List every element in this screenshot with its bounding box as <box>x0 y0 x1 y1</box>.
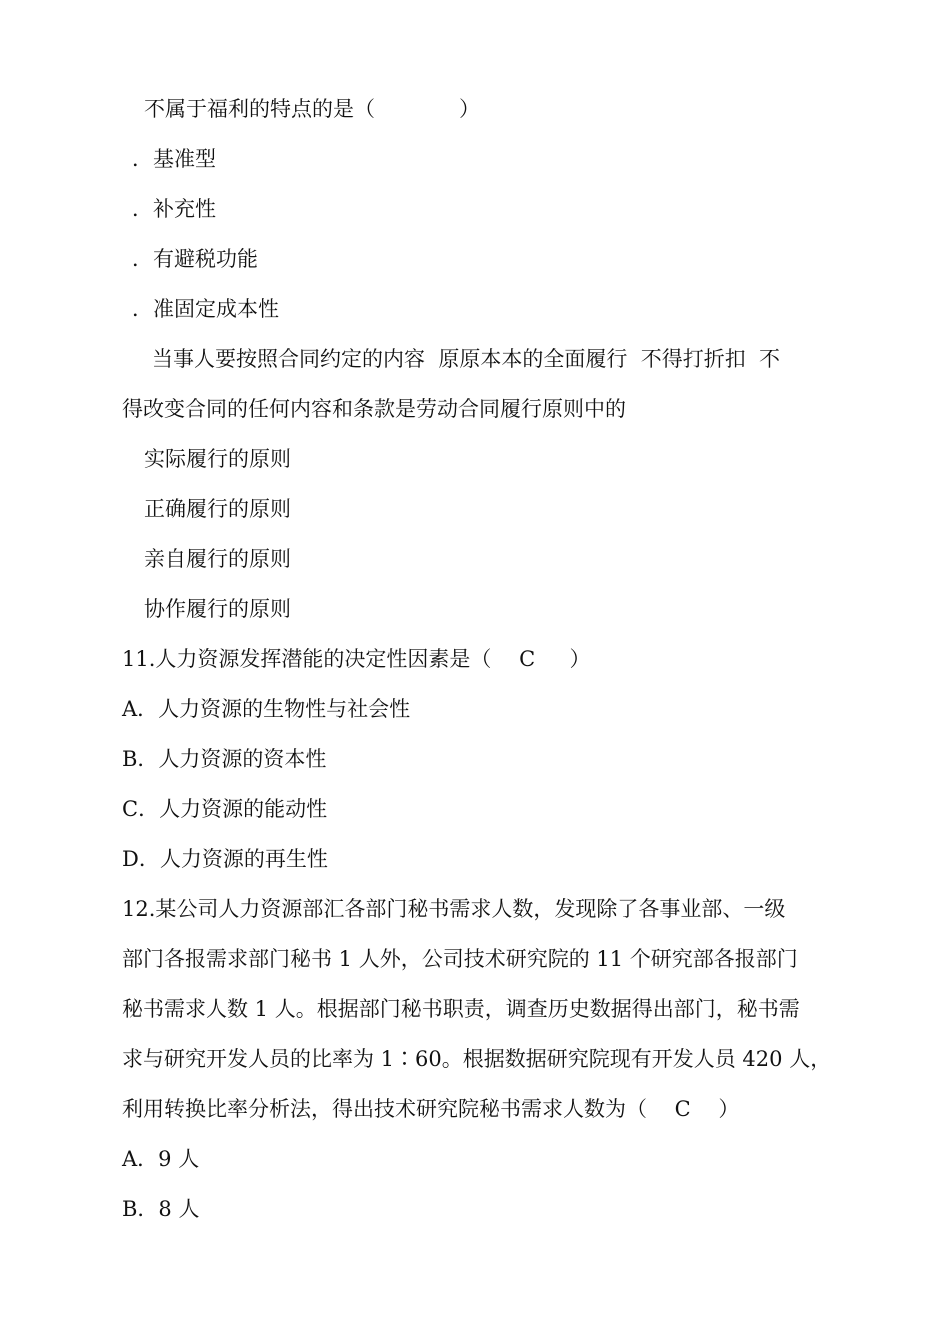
question-12-stem-line4: 求与研究开发人员的比率为 1∶60。根据数据研究院现有开发人员 420 人， <box>122 1047 832 1071</box>
option-11-d: D．人力资源的再生性 <box>122 847 328 871</box>
option-contract-1: 实际履行的原则 <box>144 447 291 471</box>
option-welfare-3: ．有避税功能 <box>132 247 258 271</box>
option-12-b: B．8 人 <box>122 1197 200 1221</box>
option-contract-4: 协作履行的原则 <box>144 597 291 621</box>
option-12-a: A．9 人 <box>122 1147 200 1171</box>
option-11-a: A．人力资源的生物性与社会性 <box>122 697 411 721</box>
option-welfare-1: ．基准型 <box>132 147 216 171</box>
option-11-b: B．人力资源的资本性 <box>122 747 327 771</box>
question-contract-stem-line2: 得改变合同的任何内容和条款是劳动合同履行原则中的 <box>122 397 626 421</box>
question-12-stem-line5: 利用转换比率分析法，得出技术研究院秘书需求人数为（ C ） <box>122 1097 740 1121</box>
option-welfare-4: ．准固定成本性 <box>132 297 279 321</box>
option-contract-2: 正确履行的原则 <box>144 497 291 521</box>
question-12-stem-line3: 秘书需求人数 1 人。根据部门秘书职责，调查历史数据得出部门，秘书需 <box>122 997 800 1021</box>
option-11-c: C．人力资源的能动性 <box>122 797 328 821</box>
option-contract-3: 亲自履行的原则 <box>144 547 291 571</box>
question-contract-stem-line1: 当事人要按照合同约定的内容 原原本本的全面履行 不得打折扣 不 <box>152 347 781 371</box>
question-12-stem-line2: 部门各报需求部门秘书 1 人外，公司技术研究院的 11 个研究部各报部门 <box>122 947 798 971</box>
question-welfare-stem: 不属于福利的特点的是（ ） <box>144 97 480 121</box>
question-11-stem: 11.人力资源发挥潜能的决定性因素是（ C ） <box>122 647 591 671</box>
question-12-stem-line1: 12.某公司人力资源部汇各部门秘书需求人数，发现除了各事业部、一级 <box>122 897 786 921</box>
option-welfare-2: ．补充性 <box>132 197 216 221</box>
